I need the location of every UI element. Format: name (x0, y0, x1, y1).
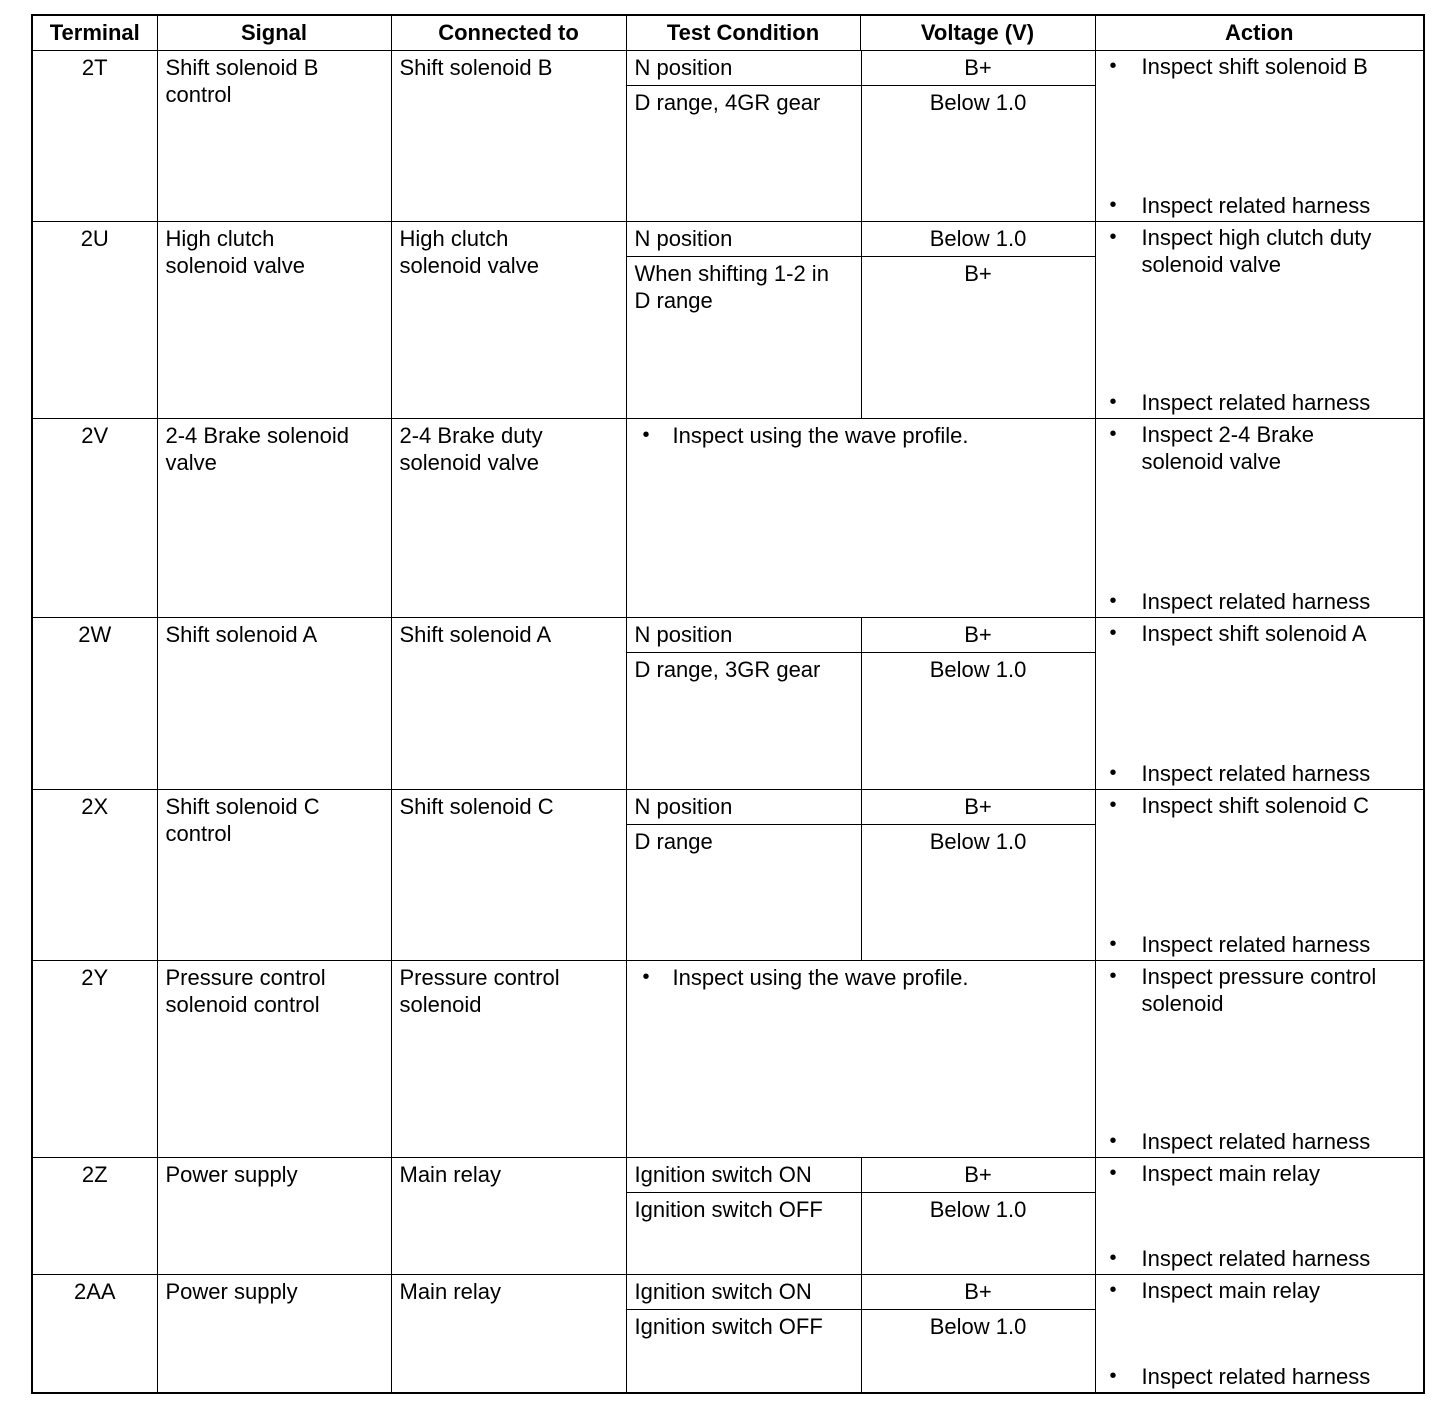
connected-cell: 2-4 Brake duty solenoid valve (391, 419, 626, 618)
table-row (32, 961, 1424, 1158)
action-cell (1095, 222, 1424, 419)
connected-cell: Shift solenoid B (391, 51, 626, 222)
terminal-voltage-table (31, 14, 1425, 1394)
test-condition: Ignition switch OFF (634, 1314, 823, 1340)
action-item: • Inspect related harness (1096, 389, 1424, 416)
test-condition: D range, 3GR gear (634, 657, 821, 683)
wave-profile-note: • Inspect using the wave profile. (627, 961, 1095, 991)
connected-cell: High clutch solenoid valve (391, 222, 626, 419)
condition-voltage-cell (626, 51, 1095, 222)
terminal-cell: 2Y (32, 961, 157, 1158)
signal-cell: Pressure control solenoid control (157, 961, 391, 1158)
condition-voltage-cell (626, 1275, 1095, 1393)
table-row (32, 618, 1424, 790)
wave-profile-cell (626, 961, 1095, 1158)
signal-cell: 2-4 Brake solenoid valve (157, 419, 391, 618)
test-condition: When shifting 1-2 in D range (634, 261, 829, 314)
header-row (32, 15, 1424, 51)
header-test-condition: Test Condition (626, 15, 860, 51)
test-condition: D range, 4GR gear (634, 90, 821, 115)
action-item: • Inspect related harness (1096, 1245, 1424, 1272)
voltage-value: B+ (964, 794, 992, 820)
action-cell (1095, 790, 1424, 961)
action-cell (1095, 618, 1424, 790)
test-condition: Ignition switch OFF (634, 1197, 823, 1223)
action-cell (1095, 419, 1424, 618)
header-voltage: Voltage (V) (860, 15, 1095, 51)
condition-voltage-cell (626, 790, 1095, 961)
header-action: Action (1095, 15, 1424, 51)
action-item: • Inspect main relay (1096, 1277, 1424, 1304)
table-row (32, 51, 1424, 222)
test-condition: N position (634, 55, 733, 80)
action-item: • Inspect shift solenoid B (1096, 53, 1424, 80)
action-item: • Inspect related harness (1096, 588, 1424, 615)
action-item: • Inspect shift solenoid C (1096, 792, 1424, 819)
voltage-value: Below 1.0 (929, 829, 1027, 855)
signal-cell: High clutch solenoid valve (157, 222, 391, 419)
action-cell (1095, 1275, 1424, 1393)
voltage-value: B+ (964, 1279, 992, 1305)
table-row (32, 222, 1424, 419)
connected-cell: Main relay (391, 1158, 626, 1275)
action-cell (1095, 1158, 1424, 1275)
condition-voltage-cell (626, 222, 1095, 419)
action-item: • Inspect shift solenoid A (1096, 620, 1424, 647)
action-item: • Inspect related harness (1096, 931, 1424, 958)
voltage-value: Below 1.0 (929, 90, 1027, 115)
table-row (32, 790, 1424, 961)
voltage-value: B+ (964, 622, 992, 648)
terminal-cell: 2Z (32, 1158, 157, 1275)
wave-profile-cell (626, 419, 1095, 618)
signal-cell: Shift solenoid A (157, 618, 391, 790)
test-condition: Ignition switch ON (634, 1162, 812, 1188)
action-item: • Inspect pressure control solenoid (1096, 963, 1424, 1017)
voltage-value: Below 1.0 (929, 226, 1027, 252)
voltage-value: B+ (964, 261, 992, 287)
connected-cell: Main relay (391, 1275, 626, 1393)
voltage-value: Below 1.0 (929, 1197, 1027, 1223)
connected-cell: Shift solenoid C (391, 790, 626, 961)
terminal-cell: 2W (32, 618, 157, 790)
terminal-cell: 2T (32, 51, 157, 222)
action-item: • Inspect 2-4 Brake solenoid valve (1096, 421, 1424, 475)
test-condition: D range (634, 829, 713, 855)
voltage-value: B+ (964, 55, 992, 80)
terminal-cell: 2X (32, 790, 157, 961)
action-cell (1095, 961, 1424, 1158)
table-row (32, 419, 1424, 618)
action-item: • Inspect high clutch duty solenoid valve (1096, 224, 1424, 278)
connected-cell: Shift solenoid A (391, 618, 626, 790)
wave-profile-note: • Inspect using the wave profile. (627, 419, 1095, 449)
action-item: • Inspect related harness (1096, 1363, 1424, 1390)
action-cell (1095, 51, 1424, 222)
signal-cell: Power supply (157, 1275, 391, 1393)
table-row (32, 1275, 1424, 1393)
header-signal: Signal (157, 15, 391, 51)
test-condition: N position (634, 226, 733, 252)
test-condition: N position (634, 794, 733, 820)
condition-voltage-cell (626, 618, 1095, 790)
signal-cell: Shift solenoid B control (157, 51, 391, 222)
voltage-value: B+ (964, 1162, 992, 1188)
terminal-cell: 2V (32, 419, 157, 618)
test-condition: Ignition switch ON (634, 1279, 812, 1305)
voltage-value: Below 1.0 (929, 657, 1027, 683)
header-connected-to: Connected to (391, 15, 626, 51)
action-item: • Inspect related harness (1096, 760, 1424, 787)
action-item: • Inspect related harness (1096, 192, 1424, 219)
connected-cell: Pressure control solenoid (391, 961, 626, 1158)
action-item: • Inspect main relay (1096, 1160, 1424, 1187)
signal-cell: Shift solenoid C control (157, 790, 391, 961)
voltage-value: Below 1.0 (929, 1314, 1027, 1340)
terminal-cell: 2AA (32, 1275, 157, 1393)
action-item: • Inspect related harness (1096, 1128, 1424, 1155)
header-terminal: Terminal (32, 15, 157, 51)
condition-voltage-cell (626, 1158, 1095, 1275)
test-condition: N position (634, 622, 733, 648)
signal-cell: Power supply (157, 1158, 391, 1275)
table-row (32, 1158, 1424, 1275)
terminal-cell: 2U (32, 222, 157, 419)
